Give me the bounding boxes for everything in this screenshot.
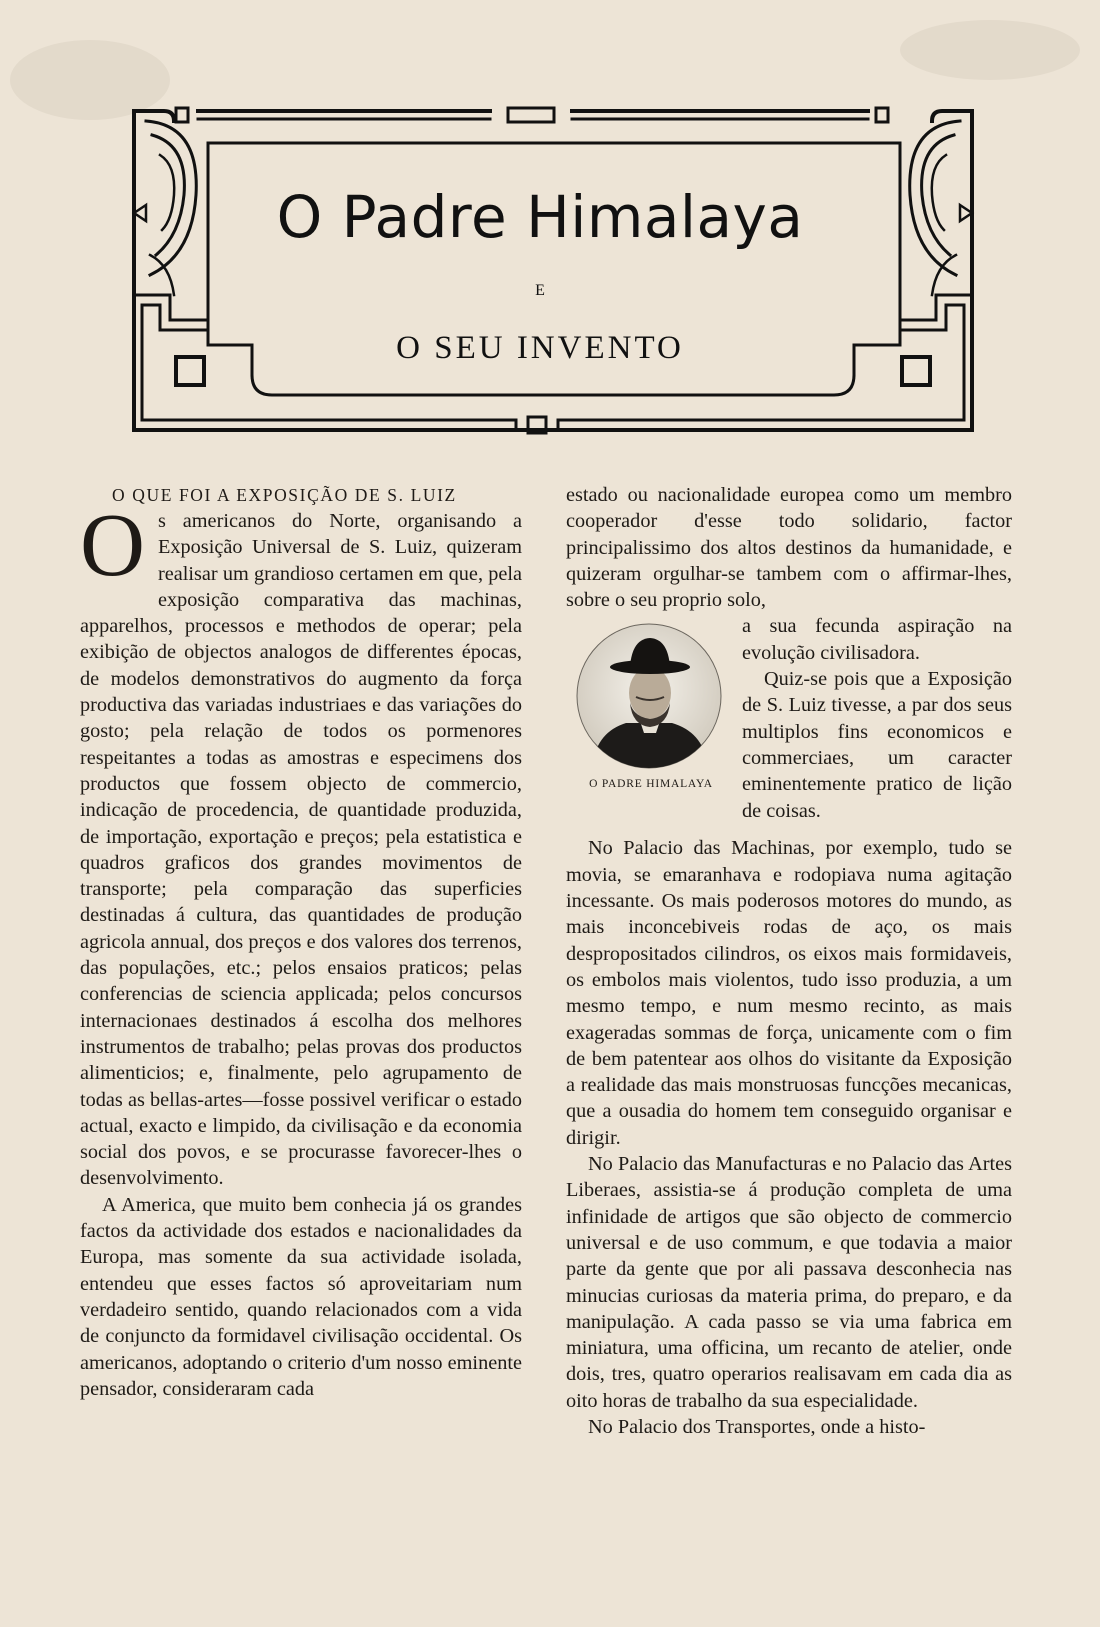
portrait-caption: O PADRE HIMALAYA [589,778,713,791]
paragraph: a sua fecunda aspiração na evolução civilisadora. [742,615,1012,664]
title-connector: E [535,282,545,299]
drop-cap: O [80,496,145,595]
paragraph [80,496,522,1192]
section-heading: O QUE FOI A EXPOSIÇÃO DE S. LUIZ [112,485,457,505]
right-column [566,482,1012,1440]
paper-stain [900,20,1080,80]
paragraph: Quiz-se pois que a Exposição de S. Luiz tivesse, a par dos seus multiplos fins economicos e commerciaes, um caracter eminentemente pratico de lição de coisas. [742,668,1012,822]
article-title: O Padre Himalaya [276,183,804,251]
portrait-figure [566,617,736,835]
left-column [80,482,522,1402]
portrait-image [574,621,724,771]
paragraph: No Palacio das Machinas, por exemplo, tudo se movia, se emaranhava e rodopiava numa agitação incessante. Os mais poderosos motores do mundo, as mais inconcebiveis rodas de aço, os mais despropositados cilindros, os eixos mais formidaveis, os embolos mais violentos, tudo isso produzia, a um mesmo tempo, e num mesmo recinto, as mais exageradas sommas de força, unicamente com o fim de bem patentear aos olhos do visitante da Exposição a realidade das mais monstruosas funcções mecanicas, que a ousadia do homem tem conseguido organisar e dirigir. [566,837,1012,1149]
paragraph-text: s americanos do Norte, organisando a Exposição Universal de S. Luiz, quizeram realisar um grandioso certamen em que, pela exposição comparativa das machinas, apparelhos, processos e methodos de operar; pela exibição de objectos analogos de differentes épocas, de modelos demonstrativos do augmento da força productiva das variadas industriaes e das variações do gosto; pela relação de todos os pormenores respeitantes a todas as amostras e especimens dos productos que fossem objecto de commercio, indicação de procedencia, de quantidade produzida, de importação, exportação e preços; pela estatistica e quadros graficos dos grandes movimentos de transporte; pela comparação das superficies destinadas á cultura, das quantidades de produção agricola annual, dos preços e dos valores dos terrenos, das populações, etc.; pelos ensaios praticos; pelas conferencias de sciencia applicada; pelos concursos internacionaes destinados á escolha dos melhores instrumentos de trabalho; pelas provas dos productos alimenticios; e, finalmente, pelo agrupamento de todas as bellas-artes—fosse possivel verificar o estado actual, exacto e limpido, da civilisação e da economia social dos povos, e se procurasse favorecer-lhes o desenvolvimento. [80,510,522,1190]
paragraph: A America, que muito bem conhecia já os grandes factos da actividade dos estados e nacionalidades da Europa, mas somente da sua actividade isolada, entendeu que esses factos só aproveitariam num verdadeiro sentido, quando relacionados com a vida de conjuncto da formidavel civilisação occidental. Os americanos, adoptando o criterio d'um nosso eminente pensador, consideraram cada [80,1193,522,1400]
ornamental-title-frame [130,105,976,450]
paragraph: No Palacio das Manufacturas e no Palacio das Artes Liberaes, assistia-se á produção completa de uma infinidade de artigos que são objecto de commercio universal e de uso commum, e que todavia a maior parte da gente que por ali passava desconhecia nas minucias curiosas da materia prima, do preparo, e da manipulação. A cada passo se via uma fabrica em miniatura, uma officina, um recanto de atelier, onde dois, tres, quatro operarios realisavam em cada dia as oito horas de trabalho da sua especialidade. [566,1153,1012,1412]
article-subtitle: O SEU INVENTO [396,330,684,366]
paragraph: No Palacio dos Transportes, onde a histo- [588,1416,926,1439]
paragraph: estado ou nacionalidade europea como um membro cooperador d'esse todo solidario, factor principalissimo dos altos destinos da humanidade, e quizeram orgulhar-se tambem com o affirmar-lhes, sobre o seu proprio solo, [566,484,1012,612]
